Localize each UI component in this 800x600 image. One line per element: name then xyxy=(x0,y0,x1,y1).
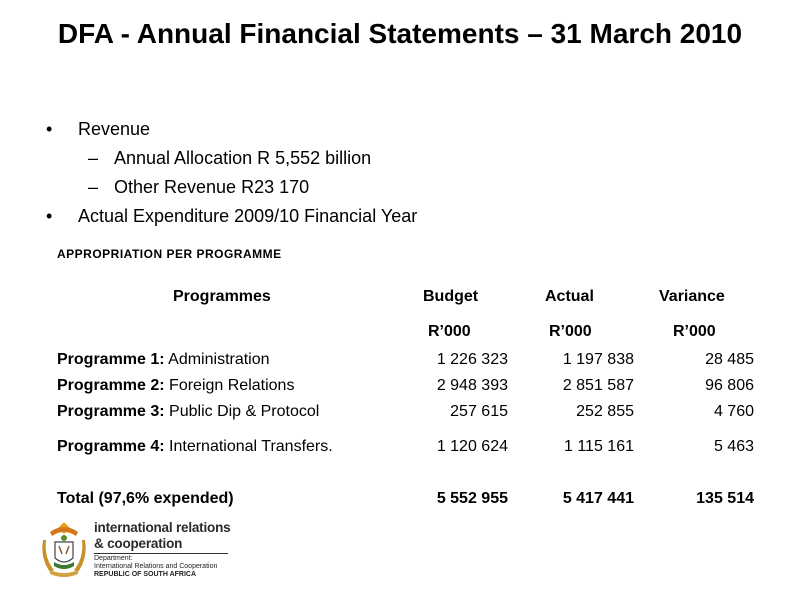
bullet-text: Revenue xyxy=(78,119,151,139)
unit-budget: R’000 xyxy=(428,323,471,340)
row-prefix: Programme 1: xyxy=(57,351,165,368)
row-name: Administration xyxy=(164,351,270,368)
cell-variance: 5 463 xyxy=(713,438,754,455)
slide-title: DFA - Annual Financial Statements – 31 March 2010 xyxy=(57,18,743,49)
cell-budget: 1 226 323 xyxy=(436,351,508,368)
cell-budget: 2 948 393 xyxy=(436,377,508,394)
row-label xyxy=(57,377,294,395)
cell-actual: 252 855 xyxy=(576,403,634,420)
row-name: Public Dip & Protocol xyxy=(164,403,320,420)
total-label: Total (97,6% expended) xyxy=(57,490,234,507)
cell-variance: 96 806 xyxy=(705,377,754,394)
sub-bullet-text: Other Revenue R23 170 xyxy=(114,177,310,197)
cell-actual: 1 115 161 xyxy=(564,438,634,455)
unit-actual: R’000 xyxy=(549,323,592,340)
row-prefix: Programme 3: xyxy=(57,403,165,420)
row-label xyxy=(57,403,319,421)
dash-mark: – xyxy=(88,177,99,197)
row-prefix: Programme 2: xyxy=(57,377,165,394)
header-budget: Budget xyxy=(423,288,479,305)
cell-budget: 257 615 xyxy=(450,403,508,420)
total-actual: 5 417 441 xyxy=(562,490,634,507)
row-label xyxy=(57,438,333,456)
row-label xyxy=(57,351,270,369)
unit-variance: R’000 xyxy=(673,323,716,340)
logo-divider xyxy=(94,553,228,554)
logo-line1: international relations xyxy=(94,520,231,535)
cell-actual: 2 851 587 xyxy=(562,377,634,394)
cell-actual: 1 197 838 xyxy=(562,351,634,368)
department-logo xyxy=(40,518,240,580)
header-actual: Actual xyxy=(545,288,594,305)
row-prefix: Programme 4: xyxy=(57,438,165,455)
cell-budget: 1 120 624 xyxy=(436,438,508,455)
logo-line2: & cooperation xyxy=(94,536,183,551)
row-name: International Transfers. xyxy=(164,438,333,455)
table-caption: APPROPRIATION PER PROGRAMME xyxy=(57,247,282,261)
bullet-mark: • xyxy=(46,206,53,226)
cell-variance: 4 760 xyxy=(713,403,754,420)
row-name: Foreign Relations xyxy=(164,377,295,394)
cell-variance: 28 485 xyxy=(705,351,754,368)
header-variance: Variance xyxy=(659,288,725,305)
bullet-text: Actual Expenditure 2009/10 Financial Year xyxy=(78,206,418,226)
total-budget: 5 552 955 xyxy=(436,490,508,507)
coat-of-arms-icon xyxy=(40,518,88,580)
logo-small-line1: Department: xyxy=(94,555,133,562)
sub-bullet-text: Annual Allocation R 5,552 billion xyxy=(114,148,372,168)
dash-mark: – xyxy=(88,148,99,168)
bullet-mark: • xyxy=(46,119,53,139)
logo-small-line3: REPUBLIC OF SOUTH AFRICA xyxy=(94,571,197,578)
header-programmes: Programmes xyxy=(173,288,271,305)
logo-small-line2: International Relations and Cooperation xyxy=(94,563,218,570)
total-variance: 135 514 xyxy=(696,490,754,507)
